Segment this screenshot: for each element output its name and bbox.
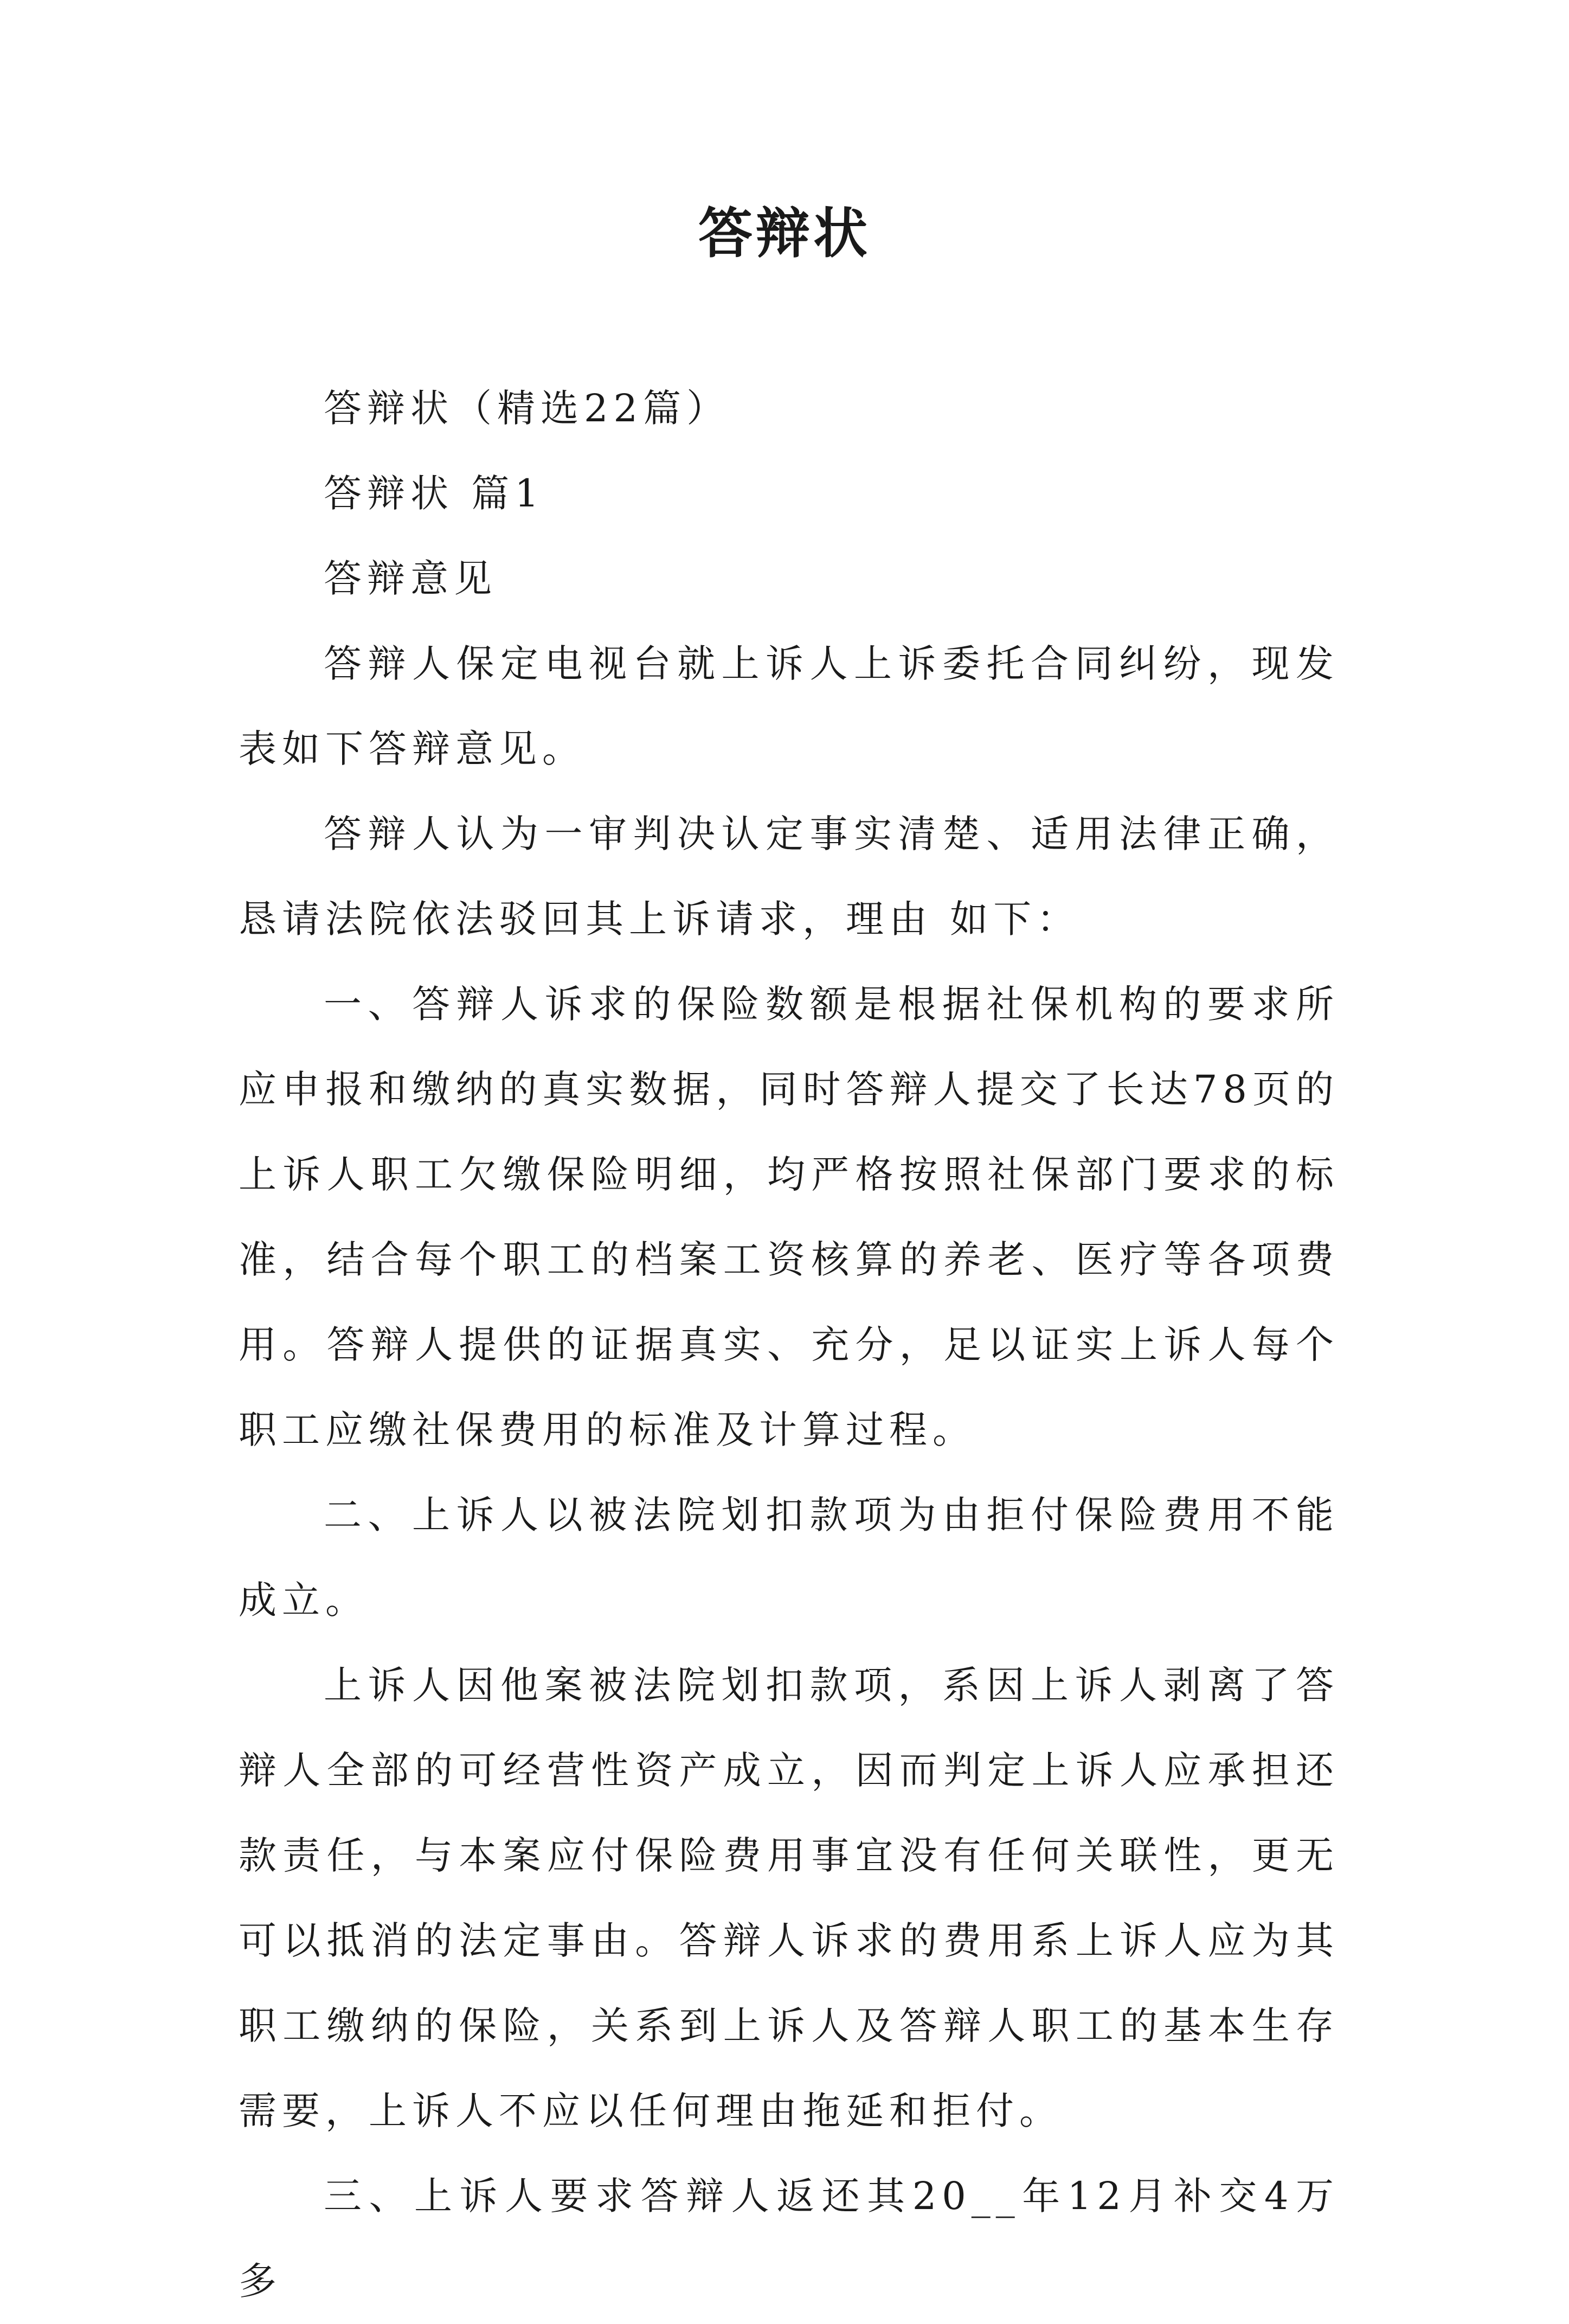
paragraph-point-two-detail: 上诉人因他案被法院划扣款项，系因上诉人剥离了答辩人全部的可经营性资产成立，因而判定上诉人应承担还款责任，与本案应付保险费用事宜没有任何关联性，更无可以抵消的法定事由。答辩人诉求的费用系上诉人应为其职工缴纳的保险，关系到上诉人及答辩人职工的基本生存需要，上诉人不应以任何理由拖延和拒付。: [239, 1663, 1339, 2133]
paragraph-point-two: 二、上诉人以被法院划扣款项为由拒付保险费用不能成立。: [239, 1493, 1339, 1622]
paragraph-section-heading: 答辩状 篇1: [324, 471, 544, 516]
paragraph-point-three: 三、上诉人要求答辩人返还其20__年12月补交4万多: [239, 2174, 1339, 2303]
paragraph-request: 答辩人认为一审判决认定事实清楚、适用法律正确，恳请法院依法驳回其上诉请求，理由 如下：: [239, 812, 1339, 941]
paragraph-subheading: 答辩意见: [324, 556, 497, 601]
document-title: 答辩状: [698, 201, 871, 265]
paragraph-intro: 答辩人保定电视台就上诉人上诉委托合同纠纷，现发表如下答辩意见。: [239, 641, 1339, 771]
paragraph-collection-heading: 答辩状（精选22篇）: [324, 386, 730, 431]
paragraph-point-one: 一、答辩人诉求的保险数额是根据社保机构的要求所应申报和缴纳的真实数据，同时答辩人提交了长达78页的上诉人职工欠缴保险明细，均严格按照社保部门要求的标准，结合每个职工的档案工资核算的养老、医疗等各项费用。答辩人提供的证据真实、充分，足以证实上诉人每个职工应缴社保费用的标准及计算过程。: [239, 982, 1339, 1452]
document-body: [239, 366, 1339, 2324]
